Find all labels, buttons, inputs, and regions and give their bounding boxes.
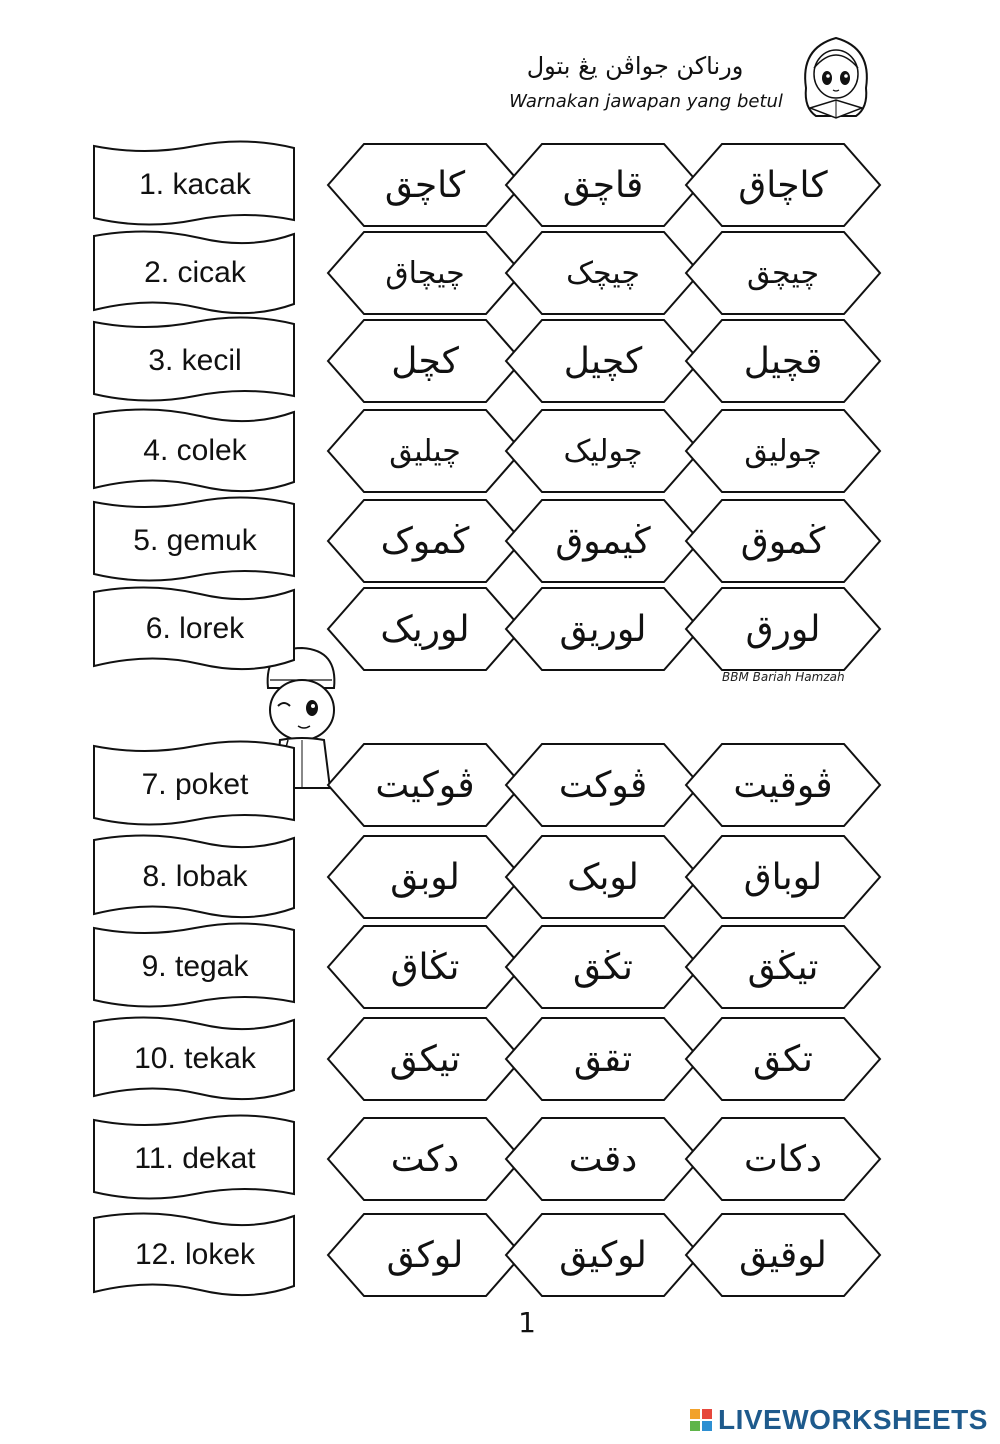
question-label: 7. poket [141, 768, 249, 801]
answer-option-hexagon[interactable] [504, 406, 702, 496]
answer-options [322, 1014, 902, 1104]
answer-options [322, 832, 902, 922]
answer-option-text: لوباق [743, 856, 823, 898]
title-jawi: ورناكن جواڤن يڠ بتول [526, 52, 744, 80]
answer-option-hexagon[interactable] [504, 228, 702, 318]
answer-option-hexagon[interactable] [504, 1210, 702, 1300]
answer-option-hexagon[interactable] [684, 1114, 882, 1204]
answer-option-text: قچيل [743, 340, 823, 382]
answer-option-hexagon[interactable] [326, 832, 524, 922]
answer-option-hexagon[interactable] [684, 740, 882, 830]
answer-option-hexagon[interactable] [504, 140, 702, 230]
question-label: 10. tekak [134, 1042, 256, 1075]
answer-option-text: لوکيق [559, 1234, 647, 1276]
question-row [0, 922, 1000, 1012]
answer-options [322, 228, 902, 318]
question-label: 11. dekat [134, 1142, 256, 1175]
question-label: 9. tegak [141, 950, 249, 983]
question-flag [90, 496, 300, 586]
page-number: 1 [518, 1306, 536, 1339]
question-row [0, 584, 1000, 674]
answer-option-hexagon[interactable] [326, 1114, 524, 1204]
question-flag [90, 584, 300, 674]
answer-option-text: تيڬق [747, 946, 819, 988]
question-row [0, 228, 1000, 318]
answer-option-hexagon[interactable] [326, 406, 524, 496]
answer-option-hexagon[interactable] [504, 922, 702, 1012]
answer-options [322, 1210, 902, 1300]
answer-option-text: ڤوکيت [375, 764, 475, 806]
answer-option-text: کچل [391, 340, 459, 382]
question-row [0, 832, 1000, 922]
answer-option-text: چيچاق [385, 255, 465, 291]
answer-option-hexagon[interactable] [326, 1210, 524, 1300]
answer-option-text: ڤوکت [558, 764, 648, 806]
question-flag [90, 1014, 300, 1104]
answer-option-hexagon[interactable] [326, 140, 524, 230]
answer-option-hexagon[interactable] [684, 316, 882, 406]
answer-option-hexagon[interactable] [326, 496, 524, 586]
answer-option-hexagon[interactable] [684, 228, 882, 318]
answer-option-text: لورق [745, 608, 821, 650]
logo-grid-icon [690, 1409, 712, 1431]
question-row [0, 316, 1000, 406]
answer-option-hexagon[interactable] [684, 406, 882, 496]
answer-option-hexagon[interactable] [684, 140, 882, 230]
question-flag [90, 832, 300, 922]
question-flag [90, 140, 300, 230]
answer-option-text: كاچق [384, 164, 466, 206]
liveworksheets-logo [690, 1402, 988, 1438]
answer-options [322, 496, 902, 586]
answer-option-text: چيچق [747, 255, 819, 291]
question-label: 6. lorek [145, 612, 245, 645]
answer-option-text: ڬموک [380, 520, 470, 562]
question-row [0, 1210, 1000, 1300]
answer-option-text: تڬق [573, 946, 633, 988]
question-flag [90, 316, 300, 406]
credit-text: BBM Bariah Hamzah [722, 670, 845, 684]
answer-option-hexagon[interactable] [504, 1014, 702, 1104]
answer-option-text: چيچک [566, 255, 640, 291]
question-row [0, 740, 1000, 830]
answer-option-text: تڬاق [390, 946, 460, 988]
question-label: 3. kecil [148, 344, 242, 377]
answer-option-hexagon[interactable] [684, 1014, 882, 1104]
answer-option-text: لوريک [380, 608, 470, 650]
answer-option-text: تقق [573, 1038, 633, 1080]
question-label: 12. lokek [134, 1238, 256, 1271]
answer-options [322, 740, 902, 830]
answer-option-text: لوبق [390, 856, 460, 898]
answer-option-text: ڬيموق [555, 520, 651, 562]
title-rumi: Warnakan jawapan yang betul [509, 91, 783, 112]
question-label: 8. lobak [142, 860, 248, 893]
answer-option-text: تکق [753, 1038, 813, 1080]
answer-option-text: لوکق [386, 1234, 464, 1276]
answer-options [322, 316, 902, 406]
question-row [0, 1114, 1000, 1204]
answer-option-hexagon[interactable] [504, 1114, 702, 1204]
question-flag [90, 406, 300, 496]
answer-option-text: قاچق [562, 164, 644, 206]
answer-option-text: چوليک [563, 433, 643, 469]
answer-option-hexagon[interactable] [684, 584, 882, 674]
question-row [0, 1014, 1000, 1104]
answer-option-text: چيليق [389, 433, 461, 469]
answer-options [322, 922, 902, 1012]
answer-option-text: تيکق [389, 1038, 461, 1080]
answer-option-hexagon[interactable] [684, 922, 882, 1012]
answer-option-hexagon[interactable] [504, 584, 702, 674]
logo-square-2 [702, 1409, 712, 1419]
question-label: 5. gemuk [133, 524, 257, 557]
question-row [0, 140, 1000, 230]
question-flag [90, 228, 300, 318]
question-label: 4. colek [143, 434, 247, 467]
answer-option-text: دکت [390, 1138, 460, 1180]
answer-option-hexagon[interactable] [684, 1210, 882, 1300]
answer-option-hexagon[interactable] [326, 228, 524, 318]
answer-options [322, 1114, 902, 1204]
answer-option-text: لوقيق [739, 1234, 827, 1276]
answer-option-hexagon[interactable] [326, 740, 524, 830]
question-row [0, 496, 1000, 586]
answer-option-hexagon[interactable] [326, 584, 524, 674]
answer-option-text: لوريق [559, 608, 647, 650]
answer-option-hexagon[interactable] [326, 1014, 524, 1104]
answer-option-text: کچيل [563, 340, 643, 382]
answer-option-hexagon[interactable] [684, 832, 882, 922]
logo-square-4 [702, 1421, 712, 1431]
question-label: 2. cicak [144, 256, 246, 289]
answer-option-hexagon[interactable] [504, 832, 702, 922]
logo-square-3 [690, 1421, 700, 1431]
answer-option-text: كاچاق [738, 164, 828, 206]
answer-option-text: ڬموق [740, 520, 826, 562]
question-flag [90, 740, 300, 830]
answer-option-hexagon[interactable] [326, 922, 524, 1012]
answer-option-text: ڤوقيت [733, 764, 833, 806]
answer-options [322, 140, 902, 230]
answer-option-hexagon[interactable] [504, 740, 702, 830]
question-flag [90, 1210, 300, 1300]
question-row [0, 406, 1000, 496]
girl-illustration-icon [796, 28, 876, 120]
answer-option-text: دکات [743, 1138, 823, 1180]
answer-option-hexagon[interactable] [504, 496, 702, 586]
answer-option-text: لوبک [567, 856, 639, 898]
answer-options [322, 584, 902, 674]
footer-brand: LIVEWORKSHEETS [718, 1404, 988, 1435]
answer-option-hexagon[interactable] [326, 316, 524, 406]
answer-option-hexagon[interactable] [504, 316, 702, 406]
logo-square-1 [690, 1409, 700, 1419]
answer-option-hexagon[interactable] [684, 496, 882, 586]
question-flag [90, 922, 300, 1012]
answer-option-text: دقت [568, 1138, 638, 1180]
question-label: 1. kacak [139, 168, 251, 201]
answer-option-text: چوليق [744, 433, 822, 469]
answer-options [322, 406, 902, 496]
question-flag [90, 1114, 300, 1204]
